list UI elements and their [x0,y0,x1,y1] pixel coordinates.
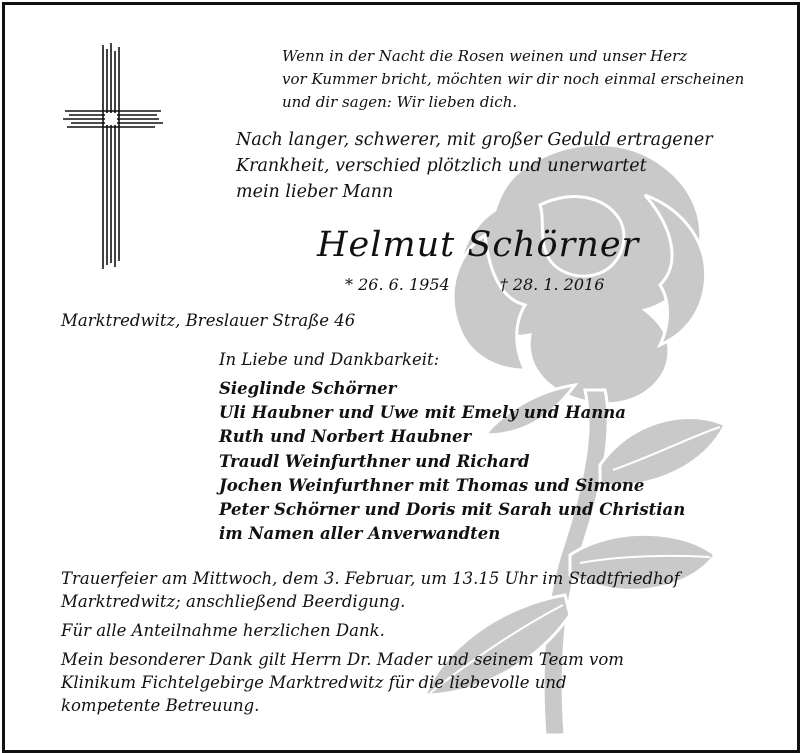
announcement-intro [236,127,796,205]
death-date: † 28. 1. 2016 [499,275,605,294]
life-dates [345,275,604,294]
mourner-entry: Uli Haubner und Uwe mit Emely und Hanna [219,403,626,423]
thanks-heading: In Liebe und Dankbarkeit: [219,350,440,369]
special-thanks [61,648,781,717]
funeral-line: Trauerfeier am Mittwoch, dem 3. Februar, um 13.15 Uhr im Stadtfriedhof [61,569,680,588]
memorial-quote [282,45,792,114]
obituary-card [2,2,800,753]
quote-line: und dir sagen: Wir lieben dich. [282,93,518,111]
funeral-info [61,567,781,613]
mourner-entry: Traudl Weinfurthner und Richard [219,451,530,471]
intro-line: Nach langer, schwerer, mit großer Geduld ertragener [236,130,713,150]
intro-line: mein lieber Mann [236,182,394,202]
mourner-entry: Sieglinde Schörner [219,379,397,398]
thanks-line: Mein besonderer Dank gilt Herrn Dr. Mader und seinem Team vom [61,650,624,669]
mourner-entry: im Namen aller Anverwandten [219,524,501,544]
funeral-details [61,567,781,723]
cross-icon [63,43,163,271]
funeral-line: Marktredwitz; anschließend Beerdigung. [61,592,406,611]
mourners-list [219,377,685,546]
mourner-entry: Peter Schörner und Doris mit Sarah und Christian [219,500,686,520]
quote-line: vor Kummer bricht, möchten wir dir noch einmal erscheinen [282,70,745,88]
mourner-entry: Jochen Weinfurthner mit Thomas und Simone [219,475,645,495]
mourner-entry: Ruth und Norbert Haubner [219,427,472,447]
quote-line: Wenn in der Nacht die Rosen weinen und unser Herz [282,47,688,65]
family-address: Marktredwitz, Breslauer Straße 46 [61,311,356,330]
birth-date: * 26. 6. 1954 [345,275,450,294]
deceased-name: Helmut Schörner [317,225,640,265]
sympathy-thanks: Für alle Anteilnahme herzlichen Dank. [61,621,385,640]
thanks-line: Klinikum Fichtelgebirge Marktredwitz für die liebevolle und [61,673,567,692]
thanks-line: kompetente Betreuung. [61,696,260,715]
intro-line: Krankheit, verschied plötzlich und unerwartet [236,156,647,176]
